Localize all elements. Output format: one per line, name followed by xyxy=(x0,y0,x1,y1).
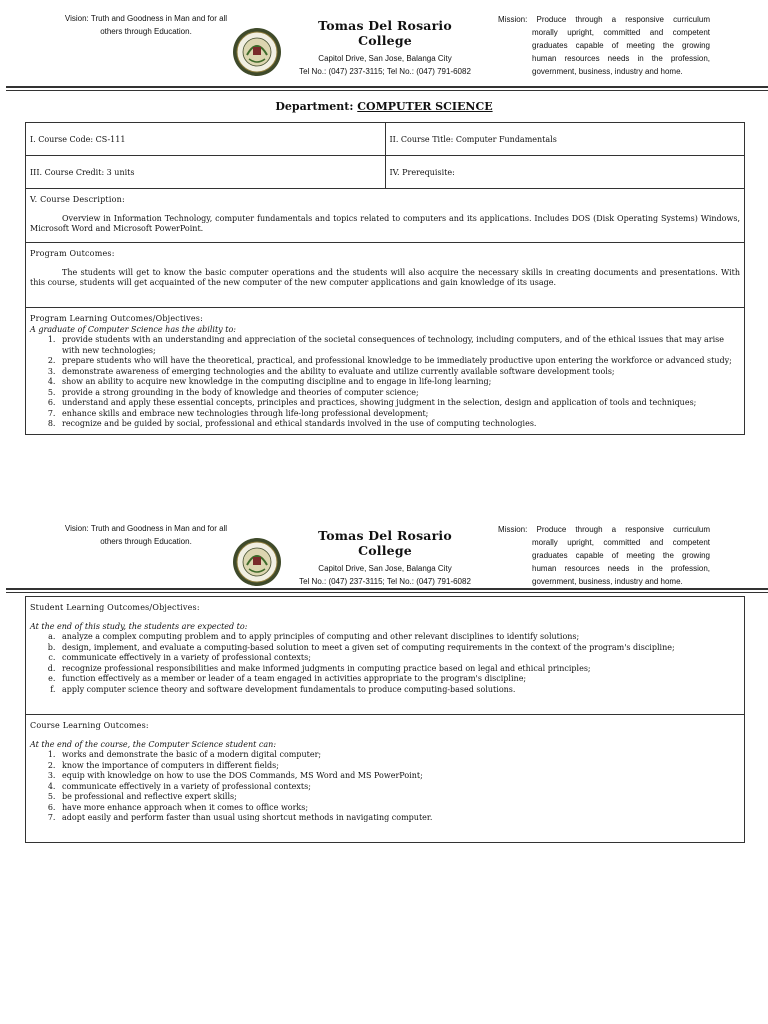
list-item: c. communicate effectively in a variety of professional contexts; xyxy=(58,653,740,664)
course-title: II. Course Title: Computer Fundamentals xyxy=(385,123,745,155)
page-header-2 xyxy=(0,510,768,590)
learning-outcomes-table xyxy=(25,596,745,843)
list-item: 3. demonstrate awareness of emerging technologies and the ability to evaluate and utilize currently available software development tools; xyxy=(58,367,740,378)
section-title: Student Learning Outcomes/Objectives: xyxy=(30,603,200,612)
college-block xyxy=(290,528,480,588)
list-item: 6. understand and apply these essential concepts, principles and practices, showing judgment in the selection, design and application of tools and techniques; xyxy=(58,398,740,409)
college-seal-icon xyxy=(232,27,282,77)
list-item: 5. be professional and reflective expert skills; xyxy=(58,792,740,803)
student-learning-outcomes-section xyxy=(26,597,744,715)
college-telephone: Tel No.: (047) 237-3115; Tel No.: (047) 791-6082 xyxy=(299,67,471,76)
mission-line: morally upright, committed and competent xyxy=(532,28,710,37)
list-item: b. design, implement, and evaluate a computing-based solution to meet a given set of computing requirements in the context of the program's discipline; xyxy=(58,643,740,654)
vision-statement: Vision: Truth and Goodness in Man and for all others through Education. xyxy=(64,14,228,36)
list-item: 3. equip with knowledge on how to use the DOS Commands, MS Word and MS PowerPoint; xyxy=(58,771,740,782)
slo-list xyxy=(30,632,740,695)
college-address: Capitol Drive, San Jose, Balanga City xyxy=(318,54,452,63)
department-name: COMPUTER SCIENCE xyxy=(357,100,493,113)
section-title: Program Learning Outcomes/Objectives: xyxy=(30,314,203,323)
mission-statement xyxy=(498,523,710,588)
clo-list xyxy=(30,750,740,824)
list-item: e. function effectively as a member or leader of a team engaged in activities appropriate to the program's discipline; xyxy=(58,674,740,685)
college-block xyxy=(290,18,480,78)
vision-statement: Vision: Truth and Goodness in Man and for all others through Education. xyxy=(64,524,228,546)
section-title: Program Outcomes: xyxy=(30,249,115,258)
mission-line: human resources needs in the profession, xyxy=(532,54,710,63)
section-title: V. Course Description: xyxy=(30,195,125,204)
mission-line: Mission: Produce through a responsive curriculum xyxy=(498,15,710,24)
course-learning-outcomes-section xyxy=(26,715,744,842)
mission-line: graduates capable of meeting the growing xyxy=(532,551,710,560)
section-intro: At the end of this study, the students are expected to: xyxy=(30,621,248,631)
college-seal-icon xyxy=(232,537,282,587)
mission-line: government, business, industry and home. xyxy=(532,67,683,76)
college-name: Tomas Del Rosario College xyxy=(318,18,452,48)
mission-line: government, business, industry and home. xyxy=(532,577,683,586)
section-title: Course Learning Outcomes: xyxy=(30,721,149,730)
course-description: Overview in Information Technology, computer fundamentals and topics related to computers and its applications. Includes DOS (Disk Operating Systems) Windows, Microsoft Word and Microsoft PowerPoint. xyxy=(30,213,740,233)
course-credit: III. Course Credit: 3 units xyxy=(30,168,135,177)
mission-line: human resources needs in the profession, xyxy=(532,564,710,573)
list-item: 4. show an ability to acquire new knowledge in the computing discipline and to engage in life-long learning; xyxy=(58,377,740,388)
section-intro: A graduate of Computer Science has the ability to: xyxy=(30,324,236,334)
section-intro: At the end of the course, the Computer Science student can: xyxy=(30,739,277,749)
list-item: 7. enhance skills and embrace new technologies through life-long professional development; xyxy=(58,409,740,420)
list-item: 1. provide students with an understanding and appreciation of the societal consequences of technology, including computers, and of the ethical issues that may arise with new technologies; xyxy=(58,335,740,356)
table-row xyxy=(26,123,744,156)
list-item: 1. works and demonstrate the basic of a modern digital computer; xyxy=(58,750,740,761)
college-address: Capitol Drive, San Jose, Balanga City xyxy=(318,564,452,573)
list-item: a. analyze a complex computing problem and to apply principles of computing and other relevant disciplines to identify solutions; xyxy=(58,632,740,643)
list-item: 5. provide a strong grounding in the body of knowledge and theories of computer science; xyxy=(58,388,740,399)
list-item: 7. adopt easily and perform faster than usual using shortcut methods in navigating computer. xyxy=(58,813,740,824)
mission-line: morally upright, committed and competent xyxy=(532,538,710,547)
list-item: 8. recognize and be guided by social, professional and ethical standards involved in the use of computing technologies. xyxy=(58,419,740,430)
program-outcomes-text: The students will get to know the basic computer operations and the students will also acquire the necessary skills in creating documents and presentations. With this course, students will get acquainted of the new computer of the new computer applications and gain knowledge of its usage. xyxy=(30,267,740,287)
page-header-1 xyxy=(0,0,768,80)
mission-line: graduates capable of meeting the growing xyxy=(532,41,710,50)
header-divider xyxy=(6,588,768,593)
list-item: 4. communicate effectively in a variety of professional contexts; xyxy=(58,782,740,793)
mission-line: Mission: Produce through a responsive curriculum xyxy=(498,525,710,534)
course-code: I. Course Code: CS-111 xyxy=(30,135,126,144)
list-item: f. apply computer science theory and software development fundamentals to produce computing-based solutions. xyxy=(58,685,740,696)
mission-statement xyxy=(498,13,710,78)
department-label: Department: xyxy=(275,100,354,113)
college-name: Tomas Del Rosario College xyxy=(318,528,452,558)
course-info-table xyxy=(25,122,745,435)
course-prerequisite: IV. Prerequisite: xyxy=(385,156,745,188)
plo-list xyxy=(30,335,740,430)
list-item: d. recognize professional responsibilities and make informed judgments in computing practice based on legal and ethical principles; xyxy=(58,664,740,675)
header-divider xyxy=(6,86,768,91)
department-heading xyxy=(0,100,768,113)
course-description-section xyxy=(26,189,744,243)
college-telephone: Tel No.: (047) 237-3115; Tel No.: (047) 791-6082 xyxy=(299,577,471,586)
program-learning-outcomes-section xyxy=(26,308,744,434)
table-row xyxy=(26,156,744,189)
list-item: 2. know the importance of computers in different fields; xyxy=(58,761,740,772)
list-item: 6. have more enhance approach when it comes to office works; xyxy=(58,803,740,814)
program-outcomes-section xyxy=(26,243,744,308)
list-item: 2. prepare students who will have the theoretical, practical, and professional knowledge to be immediately productive upon entering the workforce or advanced study; xyxy=(58,356,740,367)
